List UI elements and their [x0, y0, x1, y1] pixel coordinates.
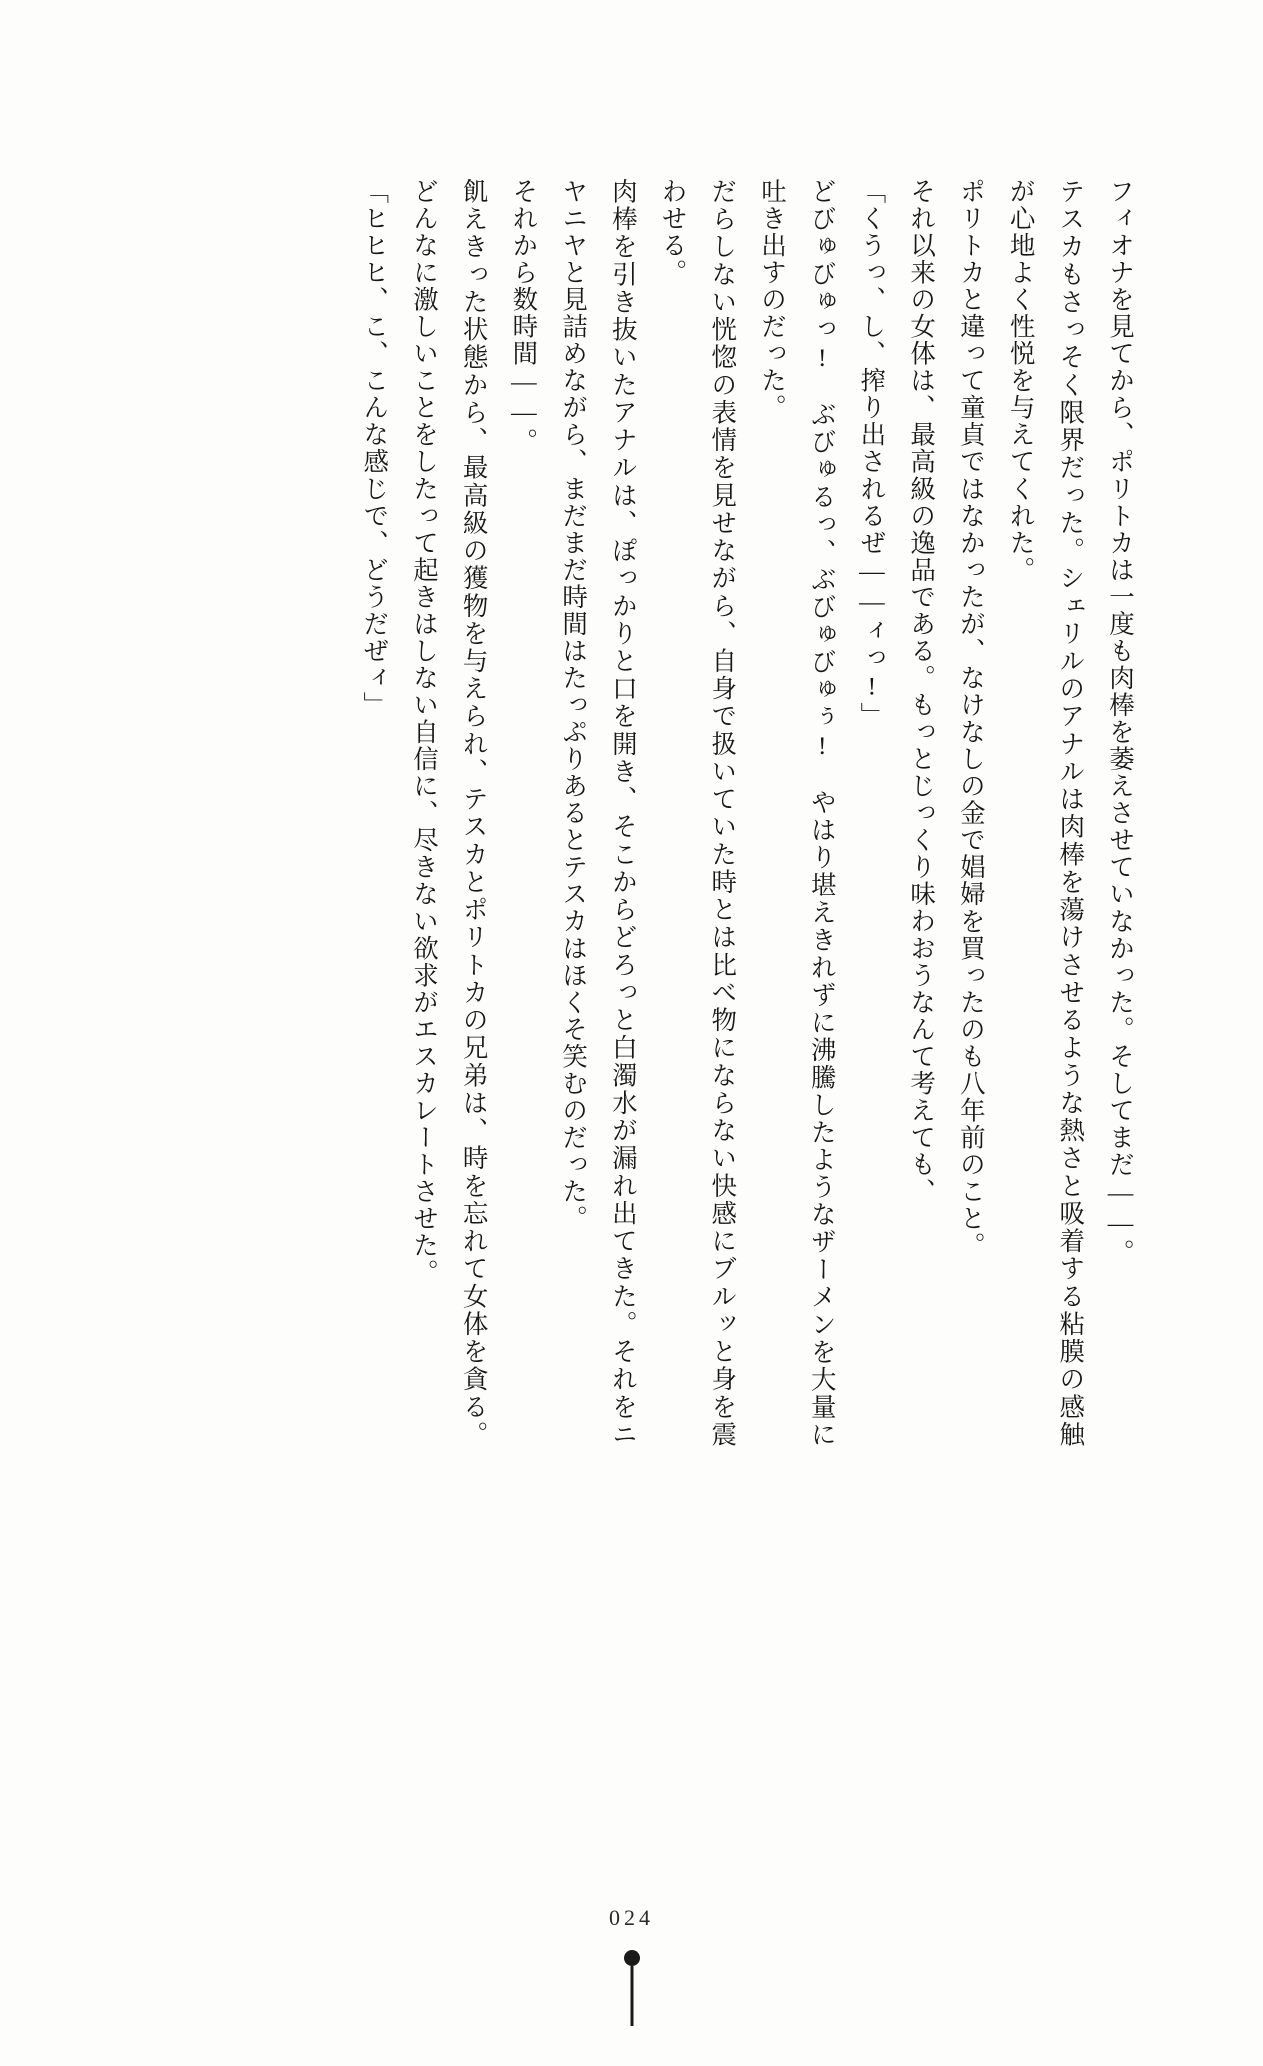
paragraph: ポリトカと違って童貞ではなかったが、なけなしの金で娼婦を買ったのも八年前のこと。: [956, 178, 986, 1260]
paragraph: それから数時間――。: [509, 178, 539, 456]
paragraph: テスカもさっそく限界だった。シェリルのアナルは肉棒を蕩けさせるような熱さと吸着する粘膜の感触が心地よく性悦を与えてくれた。: [1006, 178, 1086, 1448]
paragraph: 「ヒヒヒ、こ、こんな感じで、どうだぜィ」: [360, 178, 390, 719]
paragraph: 飢えきった状態から、最高級の獲物を与えられ、テスカとポリトカの兄弟は、時を忘れて女体を貪る。どんなに激しいことをしたって起きはしない自信に、尽きない欲求がエスカレートさせた。: [409, 178, 489, 1448]
body-text: [355, 178, 1145, 1448]
paragraph: それ以来の女体は、最高級の逸品である。もっとじっくり味わおうなんて考えても、: [907, 178, 937, 1206]
paragraph: 「くうっ、し、搾り出されるぜ――ィっ!」: [857, 178, 887, 730]
binding-rule: [630, 1966, 633, 2026]
paragraph: だらしない恍惚の表情を見せながら、自身で扱いていた時とは比べ物にならない快感にブルッと身を震わせる。: [658, 178, 738, 1448]
paragraph: 肉棒を引き抜いたアナルは、ぽっかりと口を開き、そこからどろっと白濁水が漏れ出てきた。それをニヤニヤと見詰めながら、まだまだ時間はたっぷりあるとテスカはほくそ笑むのだった。: [559, 178, 638, 1448]
paragraph: フィオナを見てから、ポリトカは一度も肉棒を萎えさせていなかった。そしてまだ――。: [1106, 178, 1135, 1267]
page-number: 024: [609, 1905, 654, 1930]
binding-dot-icon: [624, 1950, 640, 1966]
paragraph: どびゅびゅっ! ぶびゅるっ、ぶびゅびゅぅ! やはり堪えきれずに沸騰したようなザーメンを大量に吐き出すのだった。: [757, 178, 837, 1448]
